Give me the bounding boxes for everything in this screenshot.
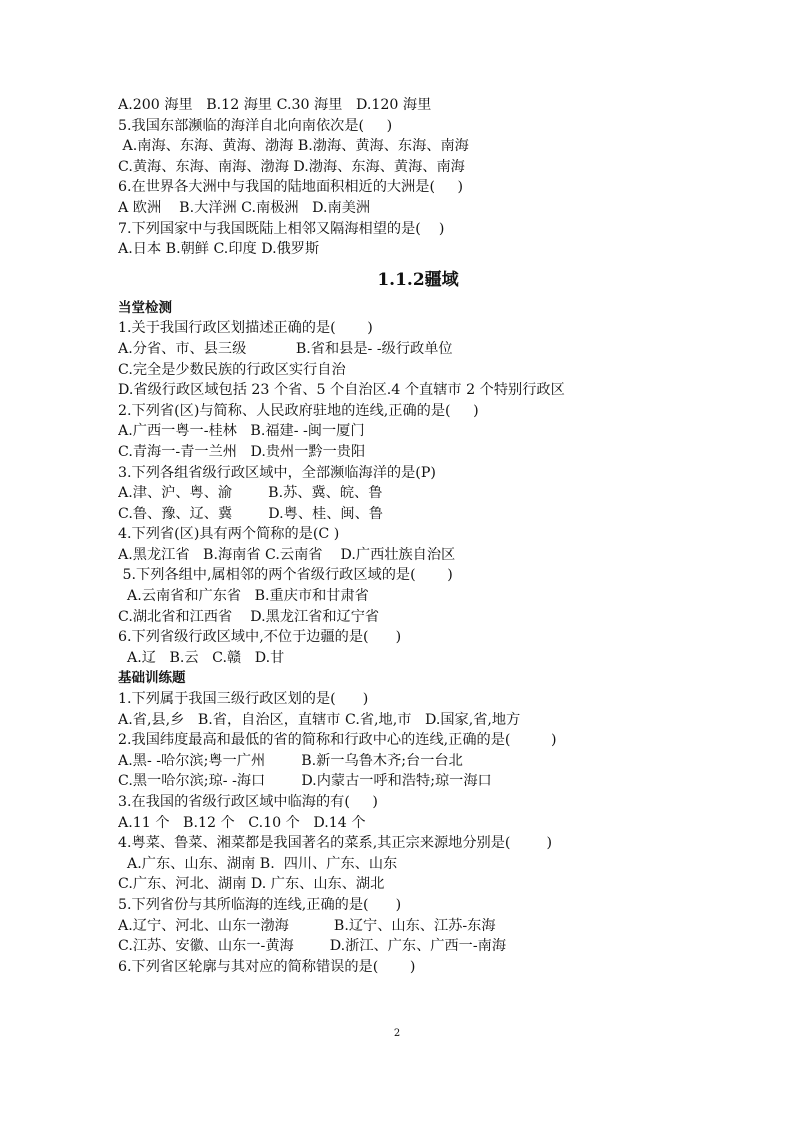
text-line: A.200 海里 B.12 海里 C.30 海里 D.120 海里 [118,97,432,113]
section-in-class-test [118,298,718,669]
top-question-block [118,95,718,260]
text-line: C.黄海、东海、南海、渤海 D.渤海、东海、黄海、南海 [118,158,465,175]
text-line: A.津、沪、粤、渝 B.苏、冀、皖、鲁 [118,485,383,502]
text-line: A.辽宁、河北、山东一渤海 B.辽宁、山东、江苏-东海 [118,917,496,934]
text-line: 6.下列省级行政区域中,不位于边疆的是( ) [118,629,402,646]
text-line: A.广东、山东、湖南 B. 四川、广东、山东 [118,855,398,872]
text-line: 2.我国纬度最高和最低的省的简称和行政中心的连线,正确的是( ) [118,732,557,749]
text-line: A.分省、市、县三级 B.省和县是- -级行政单位 [118,340,453,357]
text-line: 4.粤菜、鲁菜、湘菜都是我国著名的菜系,其正宗来源地分别是( ) [118,835,553,852]
text-line: 2.下列省(区)与简称、人民政府驻地的连线,正确的是( ) [118,402,479,419]
text-line: A 欧洲 B.大洋洲 C.南极洲 D.南美洲 [118,199,371,216]
section-heading: 当堂检测 [118,299,172,316]
text-line: 6.在世界各大洲中与我国的陆地面积相近的大洲是( ) [118,179,464,196]
text-line: C.黑一哈尔滨;琼- -海口 D.内蒙古一呼和浩特;琼一海口 [118,773,492,790]
text-line: A.黑龙江省 B.海南省 C.云南省 D.广西壮族自治区 [118,546,456,563]
text-line: C.广东、河北、湖南 D. 广东、山东、湖北 [118,876,385,893]
section-basic-training [118,668,718,977]
section-title: 1.1.2疆域 [377,269,459,290]
text-line: A.辽 B.云 C.赣 D.甘 [118,649,285,666]
text-line: D.省级行政区域包括 23 个省、5 个自治区.4 个直辖市 2 个特别行政区 [118,382,565,399]
text-line: A.日本 B.朝鲜 C.印度 D.俄罗斯 [118,241,320,258]
text-line: A.南海、东海、黄海、渤海 B.渤海、黄海、东海、南海 [118,138,469,155]
text-line: C.鲁、豫、辽、冀 D.粤、桂、闽、鲁 [118,505,383,522]
text-line: C.江苏、安徽、山东一-黄海 D.浙江、广东、广西一-南海 [118,938,507,955]
text-line: 4.下列省(区)具有两个简称的是(C ) [118,526,340,543]
page-number: 2 [393,1028,401,1039]
text-line: 5.下列省份与其所临海的连线,正确的是( ) [118,896,402,913]
text-line: A.黑- -哈尔滨;粤一广州 B.新一乌鲁木齐;台一台北 [118,752,463,769]
text-line: 3.下列各组省级行政区域中，全部濒临海洋的是(P) [118,464,436,481]
section-heading: 基础训练题 [118,670,186,687]
text-line: 1.下列属于我国三级行政区划的是( ) [118,691,369,708]
text-line: A.11 个 B.12 个 C.10 个 D.14 个 [118,814,366,831]
text-line: A.广西一粤一-桂林 B.福建- -闽一厦门 [118,423,365,440]
text-line: A.省,县,乡 B.省，自治区，直辖市 C.省,地,市 D.国家,省,地方 [118,711,521,728]
text-line: C.湖北省和江西省 D.黑龙江省和辽宁省 [118,608,380,625]
content-column [118,95,718,977]
text-line: 5.下列各组中,属相邻的两个省级行政区域的是( ) [118,567,453,584]
text-line: 7.下列国家中与我国既陆上相邻又隔海相望的是( ) [118,220,445,237]
text-line: A.云南省和广东省 B.重庆市和甘肃省 [118,588,369,605]
text-line: 3.在我国的省级行政区域中临海的有( ) [118,794,378,810]
text-line: 1.关于我国行政区划描述正确的是( ) [118,320,373,337]
text-line: 5.我国东部濒临的海洋自北向南依次是( ) [118,117,393,134]
text-line: 6.下列省区轮廓与其对应的简称错误的是( ) [118,958,416,975]
text-line: C.青海一-青一兰州 D.贵州一黔一贵阳 [118,443,366,460]
text-line: C.完全是少数民族的行政区实行自治 [118,361,346,378]
